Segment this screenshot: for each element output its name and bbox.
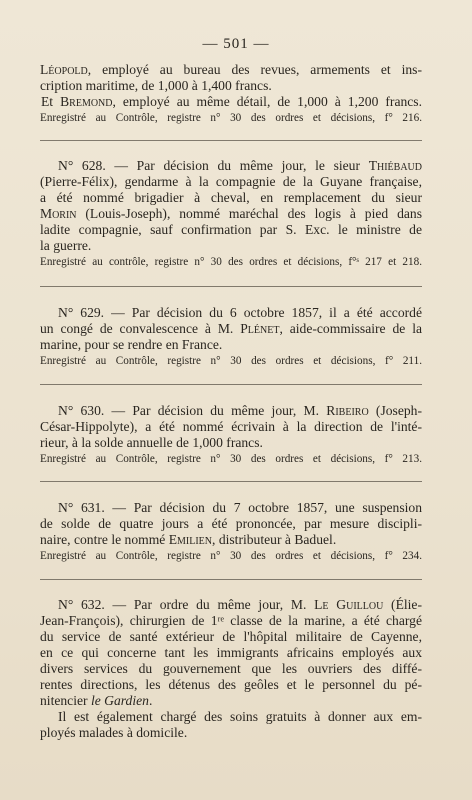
decision-632-line-2: Jean-François), chirurgien de 1ʳᵉ classe de la marine, a été chargé [40, 613, 422, 628]
decision-631-line-3 [40, 532, 422, 548]
decision-632-line-8: Il est également chargé des soins gratuits à donner aux em- [58, 709, 422, 724]
section-divider [40, 481, 422, 482]
person-name: Léopold [40, 62, 88, 77]
decision-632-line-7 [40, 693, 422, 709]
section-divider [40, 140, 422, 141]
registration-note: Enregistré au Contrôle, registre n° 30 des ordres et décisions, f° 211. [40, 355, 422, 367]
decision-631-line-1: N° 631. — Par décision du 7 octobre 1857, une suspension [58, 500, 422, 515]
page-body [40, 62, 422, 741]
decision-628-line-1-text: N° 628. — Par décision du même jour, le sieur [58, 158, 369, 173]
decision-629-line-2-text: , aide-commissaire de la [279, 321, 423, 336]
registration-note: Enregistré au Contrôle, registre n° 30 des ordres et décisions, f° 213. [40, 453, 422, 465]
section-divider [40, 286, 422, 287]
person-name: Le Guillou [314, 597, 384, 612]
decision-628-line-5: ladite compagnie, sauf confirmation par S. Exc. le ministre de [40, 222, 422, 237]
decision-632-line-7-pre: nitencier [40, 693, 91, 708]
decision-629-line-2-pre: un congé de convalescence à M. [40, 321, 241, 336]
person-name: Ribeiro [326, 403, 369, 418]
decision-631-line-2: de solde de quatre jours a été prononcée, par mesure discipli- [40, 516, 422, 531]
decision-630-line-2: César-Hippolyte), a été nommé écrivain à la direction de l'inté- [40, 419, 422, 434]
decision-632-line-4: en ce qui concerne tant les immigrants africains employés aux [40, 645, 422, 660]
decision-630-line-1-text: N° 630. — Par décision du même jour, M. [58, 403, 327, 418]
decision-628-line-4-text: (Louis-Joseph), nommé maréchal des logis à pied dans [76, 206, 422, 221]
decision-630-line-1-rest: (Joseph- [368, 403, 422, 418]
decision-629 [40, 305, 422, 369]
decision-632-line-5: divers services du gouvernement que les ouvriers des diffé- [40, 661, 422, 676]
decision-628-line-4 [40, 206, 422, 222]
decision-628-line-6: la guerre. [40, 238, 92, 253]
person-name: Thiébaud [368, 158, 422, 173]
decision-628-line-1 [40, 158, 422, 174]
person-name: Morin [40, 206, 77, 221]
decision-631 [40, 500, 422, 564]
decision-632-line-1-text: N° 632. — Par ordre du même jour, M. [58, 597, 315, 612]
establishment-name: le Gardien [90, 693, 149, 708]
section-divider [40, 579, 422, 580]
decision-628-line-3: a été nommé brigadier à cheval, en remplacement du sieur [40, 190, 422, 205]
decision-629-line-3: marine, pour se rendre en France. [40, 337, 223, 352]
decision-631-line-3-text: , distributeur à Baduel. [212, 532, 337, 547]
decision-632-line-1-rest: (Élie- [383, 597, 422, 612]
decision-632-line-9: ployés malades à domicile. [40, 725, 188, 740]
person-name: Bremond [60, 94, 113, 109]
decision-630 [40, 403, 422, 467]
intro-line-3-pre: Et [41, 94, 61, 109]
registration-note: Enregistré au Contrôle, registre n° 30 des ordres et décisions, f° 234. [40, 550, 422, 562]
decision-632-line-3: du service de santé extérieur de l'hôpital militaire de Cayenne, [40, 629, 422, 644]
person-name: Plénet [240, 321, 280, 336]
registration-note: Enregistré au contrôle, registre n° 30 des ordres et décisions, f°ˢ 217 et 218. [40, 256, 422, 268]
registration-note: Enregistré au Contrôle, registre n° 30 des ordres et décisions, f° 216. [40, 112, 422, 124]
decision-628 [40, 158, 422, 270]
person-name: Emilien [168, 532, 213, 547]
intro-line-1 [40, 62, 422, 78]
decision-629-line-1: N° 629. — Par décision du 6 octobre 1857, il a été accordé [58, 305, 422, 320]
page-number: — 501 — [202, 36, 270, 52]
section-divider [40, 384, 422, 385]
intro-line-1-text: , employé au bureau des revues, armements et ins- [87, 62, 422, 77]
decision-632-line-7-post: . [148, 693, 153, 708]
decision-632 [40, 597, 422, 741]
decision-629-line-2 [40, 321, 422, 337]
intro-line-2: cription maritime, de 1,000 à 1,400 francs. [40, 78, 272, 93]
decision-632-line-1 [40, 597, 422, 613]
intro-section [40, 62, 422, 126]
decision-631-line-3-pre: naire, contre le nommé [40, 532, 169, 547]
decision-628-line-2: (Pierre-Félix), gendarme à la compagnie de la Guyane française, [40, 174, 422, 189]
decision-630-line-1 [40, 403, 422, 419]
decision-632-line-6: rentes directions, les détenus des geôles et le personnel du pé- [40, 677, 422, 692]
decision-630-line-3: rieur, à la solde annuelle de 1,000 francs. [40, 435, 263, 450]
intro-line-3-text: , employé au même détail, de 1,000 à 1,200 francs. [112, 94, 423, 109]
intro-line-3 [40, 94, 422, 110]
